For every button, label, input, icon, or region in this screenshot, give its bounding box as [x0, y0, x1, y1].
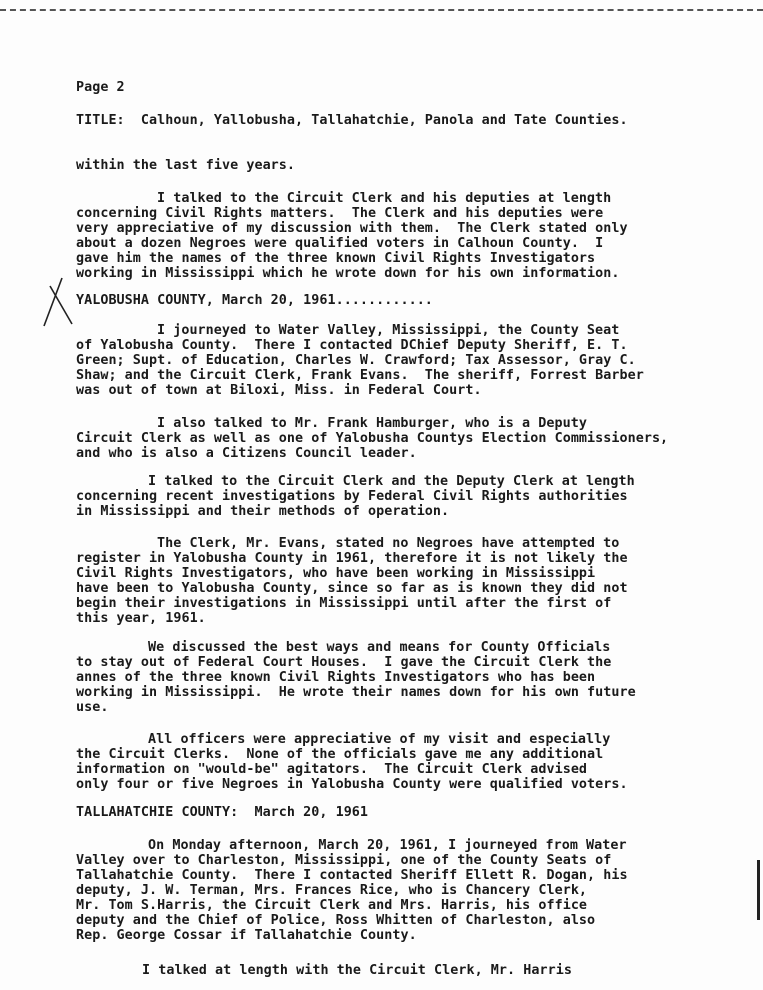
text-line: working in Mississippi. He wrote their names down for his own future [76, 685, 636, 700]
text-line: On Monday afternoon, March 20, 1961, I journeyed from Water [148, 838, 627, 853]
text-line: We discussed the best ways and means for County Officials [148, 640, 611, 655]
page-label: Page 2 [76, 80, 125, 95]
text-line: concerning recent investigations by Federal Civil Rights authorities [76, 489, 628, 504]
text-line: Shaw; and the Circuit Clerk, Frank Evans. The sheriff, Forrest Barber [76, 368, 644, 383]
margin-mark [753, 860, 760, 920]
text-line: and who is also a Citizens Council leader. [76, 446, 417, 461]
text-line: use. [76, 700, 109, 715]
text-line: annes of the three known Civil Rights Investigators who has been [76, 670, 596, 685]
text-line: begin their investigations in Mississippi until after the first of [76, 596, 612, 611]
text-line: gave him the names of the three known Civil Rights Investigators [76, 251, 596, 266]
text-line: of Yalobusha County. There I contacted DChief Deputy Sheriff, E. T. [76, 338, 628, 353]
text-line: information on "would-be" agitators. The Circuit Clerk advised [76, 762, 588, 777]
text-line: I talked to the Circuit Clerk and the Deputy Clerk at length [148, 474, 635, 489]
text-line: about a dozen Negroes were qualified voters in Calhoun County. I [76, 236, 604, 251]
text-line: Civil Rights Investigators, who have been working in Mississippi [76, 566, 596, 581]
page-top-border [0, 0, 763, 11]
section-heading: YALOBUSHA COUNTY, March 20, 1961............ [76, 293, 433, 308]
text-line: concerning Civil Rights matters. The Clerk and his deputies were [76, 206, 604, 221]
text-line: working in Mississippi which he wrote down for his own information. [76, 266, 620, 281]
text-line: I talked to the Circuit Clerk and his deputies at length [157, 191, 612, 206]
text-line: The Clerk, Mr. Evans, stated no Negroes have attempted to [157, 536, 620, 551]
text-line: I journeyed to Water Valley, Mississippi, the County Seat [157, 323, 620, 338]
text-line: Rep. George Cossar if Tallahatchie County. [76, 928, 417, 943]
text-line: Green; Supt. of Education, Charles W. Crawford; Tax Assessor, Gray C. [76, 353, 636, 368]
text-line: deputy, J. W. Terman, Mrs. Frances Rice, who is Chancery Clerk, [76, 883, 588, 898]
text-line: to stay out of Federal Court Houses. I gave the Circuit Clerk the [76, 655, 612, 670]
text-line: register in Yalobusha County in 1961, therefore it is not likely the [76, 551, 628, 566]
text-line: only four or five Negroes in Yalobusha County were qualified voters. [76, 777, 628, 792]
text-line: Circuit Clerk as well as one of Yalobusha Countys Election Commissioners, [76, 431, 669, 446]
text-line: have been to Yalobusha County, since so far as is known they did not [76, 581, 628, 596]
text-line: Valley over to Charleston, Mississippi, one of the County Seats of [76, 853, 612, 868]
text-line: the Circuit Clerks. None of the officials gave me any additional [76, 747, 604, 762]
text-line: this year, 1961. [76, 611, 206, 626]
text-line: within the last five years. [76, 158, 296, 173]
text-line: Tallahatchie County. There I contacted Sheriff Ellett R. Dogan, his [76, 868, 628, 883]
text-line: in Mississippi and their methods of operation. [76, 504, 450, 519]
text-line: I also talked to Mr. Frank Hamburger, who is a Deputy [157, 416, 587, 431]
text-line: was out of town at Biloxi, Miss. in Federal Court. [76, 383, 482, 398]
section-heading: TALLAHATCHIE COUNTY: March 20, 1961 [76, 805, 369, 820]
text-line: I talked at length with the Circuit Clerk, Mr. Harris [142, 963, 572, 978]
text-line: very appreciative of my discussion with them. The Clerk stated only [76, 221, 628, 236]
check-mark-icon [40, 272, 80, 328]
text-line: All officers were appreciative of my visit and especially [148, 732, 611, 747]
text-line: deputy and the Chief of Police, Ross Whitten of Charleston, also [76, 913, 596, 928]
document-title: TITLE: Calhoun, Yallobusha, Tallahatchie, Panola and Tate Counties. [76, 113, 628, 128]
text-line: Mr. Tom S.Harris, the Circuit Clerk and Mrs. Harris, his office [76, 898, 588, 913]
